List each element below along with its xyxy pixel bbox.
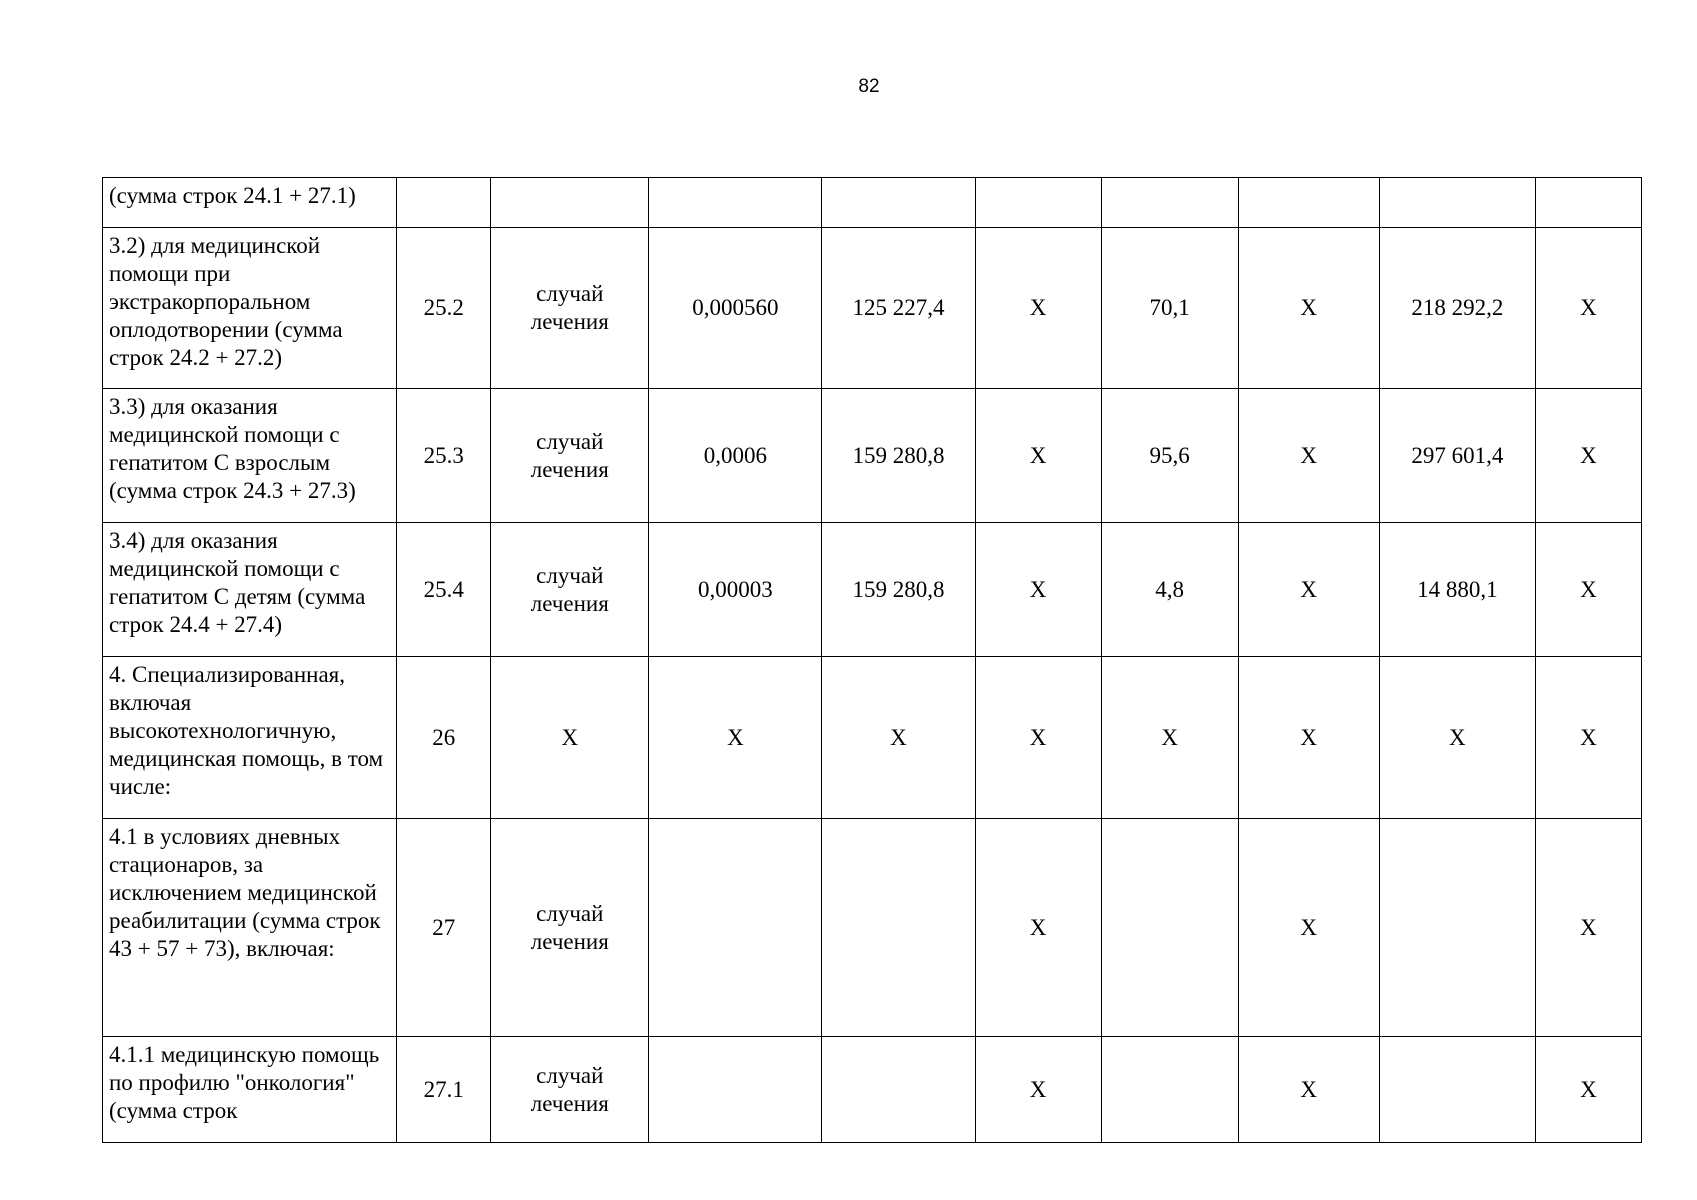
value-cell	[822, 819, 975, 1037]
page-number: 82	[858, 76, 880, 97]
value-cell	[1238, 178, 1379, 228]
value-cell: 0,000560	[649, 228, 822, 389]
value-cell: Х	[1535, 819, 1641, 1037]
row-number-cell: 25.4	[397, 523, 491, 657]
value-cell: Х	[649, 657, 822, 819]
value-cell: Х	[975, 228, 1101, 389]
value-cell: 0,00003	[649, 523, 822, 657]
unit-cell: Х	[491, 657, 649, 819]
value-cell: Х	[1535, 1037, 1641, 1143]
value-cell	[649, 178, 822, 228]
value-cell: 0,0006	[649, 389, 822, 523]
unit-cell	[491, 178, 649, 228]
row-number-cell: 25.3	[397, 389, 491, 523]
value-cell: Х	[975, 819, 1101, 1037]
value-cell	[649, 819, 822, 1037]
value-cell: 14 880,1	[1379, 523, 1535, 657]
data-table	[102, 177, 1642, 1143]
row-number-cell: 27.1	[397, 1037, 491, 1143]
value-cell: 159 280,8	[822, 523, 975, 657]
table-row	[103, 819, 1642, 1037]
row-description: 4. Специализированная, включая высокотехнологичную, медицинская помощь, в том числе:	[103, 657, 397, 819]
value-cell: Х	[1535, 657, 1641, 819]
value-cell: Х	[1238, 1037, 1379, 1143]
row-number-cell: 27	[397, 819, 491, 1037]
value-cell	[1379, 1037, 1535, 1143]
row-description: 4.1.1 медицинскую помощь по профилю "онкология" (сумма строк	[103, 1037, 397, 1143]
table-row	[103, 228, 1642, 389]
value-cell: 95,6	[1101, 389, 1238, 523]
value-cell	[1379, 819, 1535, 1037]
unit-cell: случай лечения	[491, 389, 649, 523]
value-cell	[975, 178, 1101, 228]
value-cell	[1379, 178, 1535, 228]
row-description: 3.4) для оказания медицинской помощи с гепатитом С детям (сумма строк 24.4 + 27.4)	[103, 523, 397, 657]
value-cell: 297 601,4	[1379, 389, 1535, 523]
table-row	[103, 1037, 1642, 1143]
unit-cell: случай лечения	[491, 1037, 649, 1143]
row-description: 4.1 в условиях дневных стационаров, за исключением медицинской реабилитации (сумма строк 43 + 57 + 73), включая:	[103, 819, 397, 1037]
value-cell: Х	[1101, 657, 1238, 819]
table-row	[103, 523, 1642, 657]
value-cell: 4,8	[1101, 523, 1238, 657]
value-cell	[649, 1037, 822, 1143]
value-cell	[822, 178, 975, 228]
value-cell: Х	[1238, 657, 1379, 819]
table-row	[103, 389, 1642, 523]
unit-cell: случай лечения	[491, 523, 649, 657]
value-cell: Х	[1238, 389, 1379, 523]
value-cell: 159 280,8	[822, 389, 975, 523]
table-row	[103, 657, 1642, 819]
row-description: 3.2) для медицинской помощи при экстракорпоральном оплодотворении (сумма строк 24.2 + 27.2)	[103, 228, 397, 389]
value-cell	[1101, 1037, 1238, 1143]
value-cell: 125 227,4	[822, 228, 975, 389]
value-cell	[1101, 819, 1238, 1037]
value-cell: Х	[975, 1037, 1101, 1143]
row-number-cell	[397, 178, 491, 228]
value-cell: Х	[1238, 523, 1379, 657]
table-row	[103, 178, 1642, 228]
value-cell: 70,1	[1101, 228, 1238, 389]
value-cell: Х	[975, 523, 1101, 657]
value-cell: Х	[1238, 819, 1379, 1037]
value-cell	[822, 1037, 975, 1143]
row-description: 3.3) для оказания медицинской помощи с гепатитом С взрослым (сумма строк 24.3 + 27.3)	[103, 389, 397, 523]
value-cell: Х	[1379, 657, 1535, 819]
value-cell	[1535, 178, 1641, 228]
value-cell: Х	[822, 657, 975, 819]
value-cell: Х	[1238, 228, 1379, 389]
value-cell: Х	[1535, 523, 1641, 657]
value-cell	[1101, 178, 1238, 228]
unit-cell: случай лечения	[491, 819, 649, 1037]
row-description: (сумма строк 24.1 + 27.1)	[103, 178, 397, 228]
value-cell: Х	[975, 389, 1101, 523]
unit-cell: случай лечения	[491, 228, 649, 389]
value-cell: Х	[975, 657, 1101, 819]
row-number-cell: 25.2	[397, 228, 491, 389]
value-cell: Х	[1535, 389, 1641, 523]
value-cell: 218 292,2	[1379, 228, 1535, 389]
row-number-cell: 26	[397, 657, 491, 819]
value-cell: Х	[1535, 228, 1641, 389]
